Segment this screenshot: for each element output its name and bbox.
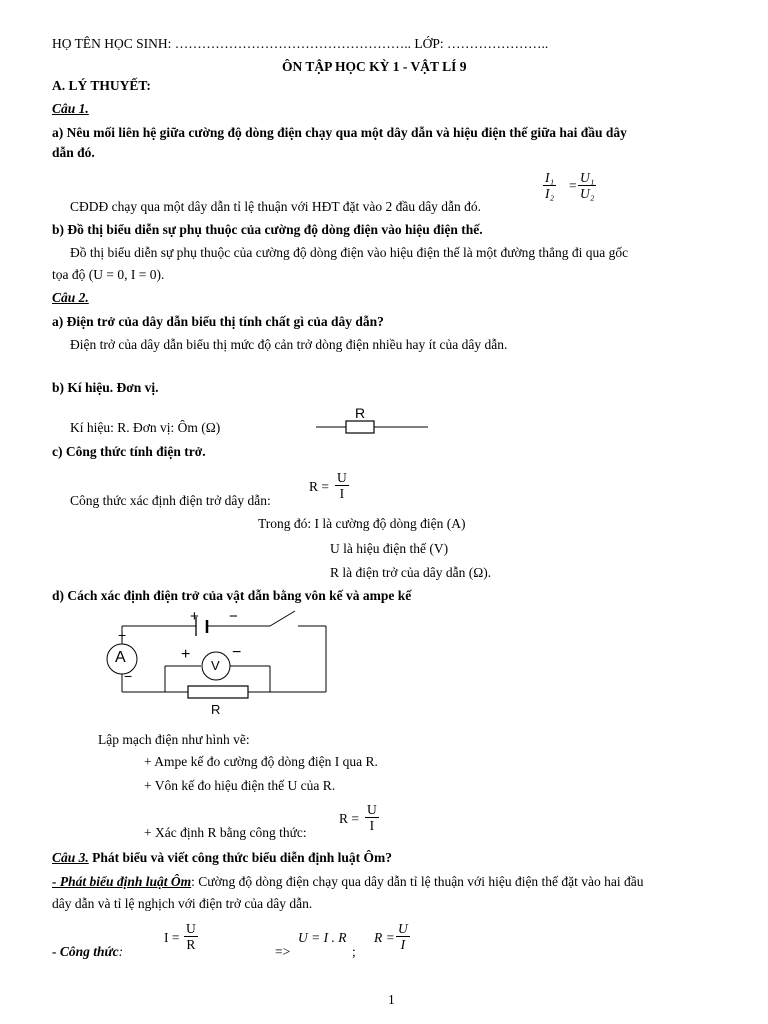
resistor-symbol [316, 404, 428, 434]
q1a-question: a) Nêu mối liên hệ giữa cường độ dòng điện chạy qua một dây dẫn và hiệu điện thế giữa hai đầu dây [52, 125, 627, 140]
q2d-step2: + Vôn kế đo hiệu điện thế U của R. [144, 778, 336, 793]
resistor-symbol-label: R [355, 405, 366, 421]
q2d-formula-lhs: R = [339, 811, 359, 826]
q2c-formula-fraction [335, 470, 349, 501]
q2a-answer: Điện trở của dây dẫn biểu thị mức độ cản trở dòng điện nhiều hay ít của dây dẫn. [70, 337, 508, 352]
q2d-question: d) Cách xác định điện trở của vật dẫn bằng vôn kế và ampe kế [52, 588, 412, 603]
q2c-formula-den: I [339, 486, 345, 501]
q3-formula1-fraction [184, 921, 198, 952]
q3-formula2: U = I . R [298, 930, 347, 945]
q3-statement-text: : Cường độ dòng điện chạy qua dây dẫn tỉ lệ thuận với hiệu điện thế đặt vào hai đầu [191, 874, 644, 889]
q2c-formula-lhs: R = [309, 479, 329, 494]
i1-symbol: I₁ [545, 170, 555, 185]
q2-label: Câu 2. [52, 290, 89, 305]
circuit-resistor [188, 686, 248, 698]
q3-formula-colon: : [118, 944, 124, 959]
q3-heading [52, 850, 392, 866]
q1a-answer: CĐDĐ chạy qua một dây dẫn tỉ lệ thuận với HĐT đặt vào 2 đầu dây dẫn đó. [70, 199, 482, 214]
q2d-formula-fraction [365, 802, 379, 833]
q1b-question: b) Đồ thị biểu diễn sự phụ thuộc của cường độ dòng điện vào hiệu điện thế. [52, 222, 483, 237]
q3-statement-line1 [52, 874, 644, 890]
q3-formula1-den: R [186, 937, 196, 952]
q3-formula3-fraction [396, 921, 410, 952]
voltmeter-minus-sign: − [232, 644, 242, 661]
q3-question: Phát biểu và viết công thức biểu diễn định luật Ôm? [88, 850, 393, 865]
q2c-formula-num: U [337, 470, 347, 485]
q3-statement-label: - Phát biểu định luật Ôm [52, 874, 192, 889]
q2a-question: a) Điện trở của dây dẫn biểu thị tính chất gì của dây dẫn? [52, 314, 384, 329]
q2c-where-line3: R là điện trở của dây dẫn (Ω). [330, 565, 492, 580]
voltmeter-plus-sign: + [181, 646, 191, 663]
q2d-step3: + Xác định R bằng công thức: [144, 825, 307, 840]
section-a-heading: A. LÝ THUYẾT: [52, 78, 151, 93]
circuit-resistor-label: R [211, 702, 221, 717]
q2d-formula-num: U [367, 802, 377, 817]
q3-statement-line2: dây dẫn và tỉ lệ nghịch với điện trở của dây dẫn. [52, 896, 313, 911]
q3-formula1-num: U [186, 921, 196, 936]
q3-formula3-num: U [398, 921, 408, 936]
voltmeter-label: V [211, 658, 220, 673]
u1-symbol: U₁ [580, 170, 595, 185]
q1-equals: = [569, 178, 577, 193]
q3-formula1-lhs: I = [164, 930, 180, 945]
q2b-question: b) Kí hiệu. Đơn vị. [52, 380, 159, 395]
q1b-answer-line2: tọa độ (U = 0, I = 0). [52, 267, 165, 282]
battery-minus-sign: − [229, 608, 238, 625]
q2b-answer: Kí hiệu: R. Đơn vị: Ôm (Ω) [70, 420, 221, 435]
q3-formula3-lhs: R = [374, 930, 395, 945]
q3-formula3-den: I [400, 937, 406, 952]
ammeter-minus-sign: − [124, 668, 133, 684]
q2c-where-line2: U là hiệu điện thế (V) [330, 541, 449, 556]
q1-voltage-ratio [578, 170, 596, 201]
q2c-answer: Công thức xác định điện trở dây dẫn: [70, 493, 271, 508]
q1-label: Câu 1. [52, 101, 89, 116]
q2c-question: c) Công thức tính điện trở. [52, 444, 206, 459]
q3-implies-arrow: => [275, 944, 291, 959]
q3-formula-label-text: - Công thức [52, 944, 119, 959]
battery-plus-sign: + [190, 608, 199, 625]
i2-symbol: I₂ [545, 186, 555, 201]
q1a-question-cont: dẫn đó. [52, 145, 95, 160]
student-info-line: HỌ TÊN HỌC SINH: …………………………………………….. LỚP: ………………….. [52, 36, 549, 51]
q2c-where-line1: Trong đó: I là cường độ dòng điện (A) [258, 516, 466, 531]
ammeter-plus-sign: + [118, 627, 127, 643]
page-number: 1 [388, 992, 395, 1007]
page-title: ÔN TẬP HỌC KỲ 1 - VẬT LÍ 9 [282, 59, 467, 74]
q2d-step1: + Ampe kế đo cường độ dòng điện I qua R. [144, 754, 378, 769]
q2d-intro: Lập mạch điện như hình vẽ: [98, 732, 250, 747]
u2-symbol: U₂ [580, 186, 595, 201]
q2d-formula-den: I [369, 818, 375, 833]
q3-label: Câu 3. [52, 850, 89, 865]
ammeter-label: A [115, 649, 126, 666]
q1-current-ratio [543, 170, 556, 201]
q1b-answer-line1: Đồ thị biểu diễn sự phụ thuộc của cường độ dòng điện vào hiệu điện thế là một đường thẳng đi qua gốc [70, 245, 629, 260]
q3-formula-label [52, 944, 123, 960]
q3-semicolon: ; [352, 944, 356, 959]
